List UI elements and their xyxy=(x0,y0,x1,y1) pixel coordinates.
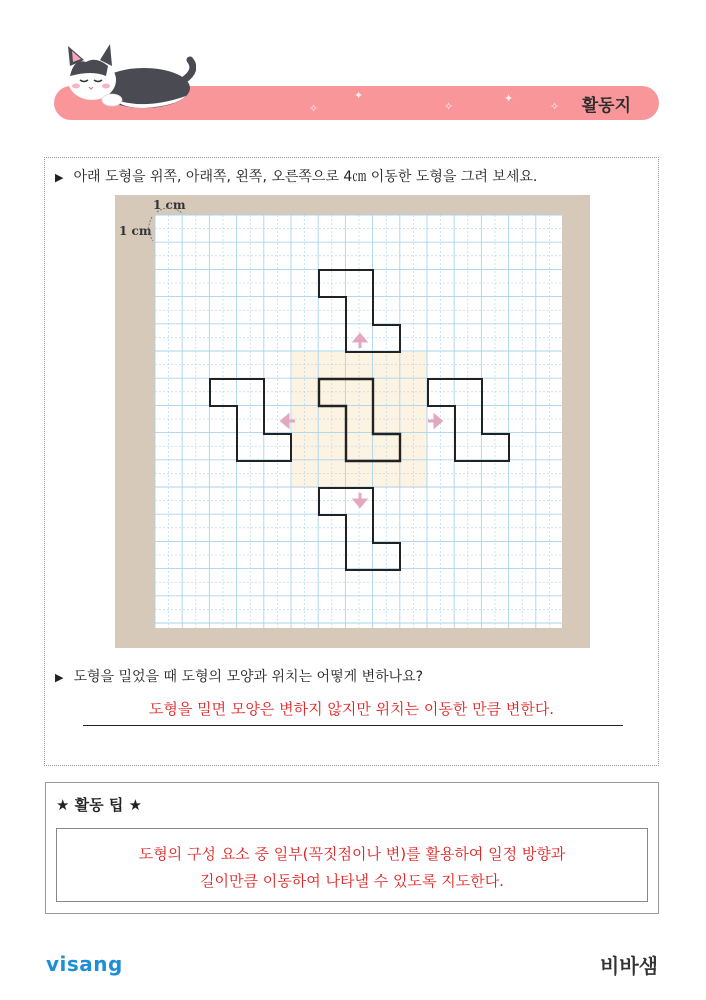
answer-underline xyxy=(83,725,623,726)
center-highlight xyxy=(292,352,427,488)
question-2-text: 도형을 밀었을 때 도형의 모양과 위치는 어떻게 변하나요? xyxy=(73,669,424,685)
tip-box xyxy=(56,828,648,902)
visang-logo: visang xyxy=(46,952,123,976)
tip-line-2: 길이만큼 이동하여 나타낼 수 있도록 지도한다. xyxy=(200,872,504,890)
question-1 xyxy=(55,166,537,186)
activity-section xyxy=(44,157,659,766)
scale-label-left: 1 cm xyxy=(119,224,152,238)
question-1-text: 아래 도형을 위쪽, 아래쪽, 왼쪽, 오른쪽으로 4㎝ 이동한 도형을 그려 보세요. xyxy=(73,169,538,185)
sparkle-icon: ✧ xyxy=(309,102,319,115)
sparkle-icon: ✦ xyxy=(354,89,364,102)
sparkle-icon: ✧ xyxy=(444,100,454,113)
question-2 xyxy=(55,666,423,686)
sleeping-cat-icon xyxy=(56,40,196,112)
sparkle-icon: ✦ xyxy=(504,92,514,105)
grid-figure xyxy=(115,195,590,648)
vivasam-logo: 비바샘 xyxy=(600,954,658,978)
bullet-triangle-icon: ▶ xyxy=(55,671,64,684)
answer-text: 도형을 밀면 모양은 변하지 않지만 위치는 이동한 만큼 변한다. xyxy=(148,700,555,718)
page-title: 활동지 xyxy=(581,96,631,116)
sparkle-icon: ✧ xyxy=(550,100,560,113)
tip-line-1: 도형의 구성 요소 중 일부(꼭짓점이나 변)를 활용하여 일정 방향과 xyxy=(138,845,566,863)
bullet-triangle-icon: ▶ xyxy=(55,171,64,184)
scale-label-top: 1 cm xyxy=(153,198,186,212)
tip-section xyxy=(45,782,659,914)
tip-heading: ★ 활동 팁 ★ xyxy=(56,796,143,814)
